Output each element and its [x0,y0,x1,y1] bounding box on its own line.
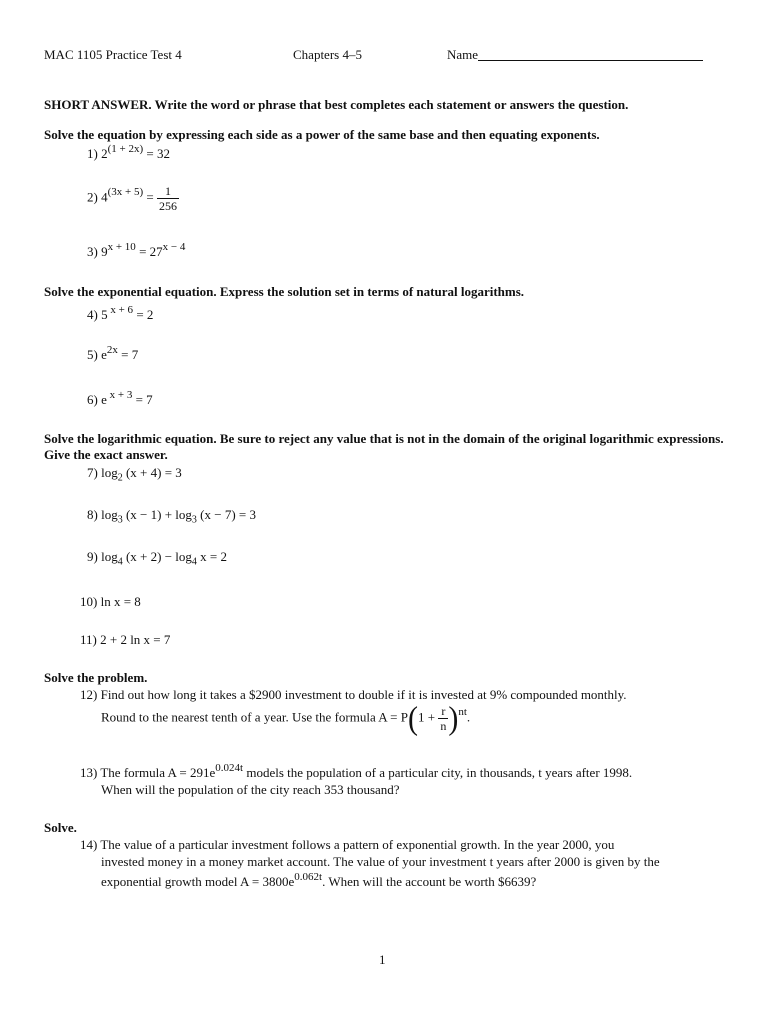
left-paren: ( [408,699,418,737]
section-5-heading: Solve. [44,820,77,835]
question-11: 11) 2 + 2 ln x = 7 [80,632,171,647]
course-title: MAC 1105 Practice Test 4 [44,47,182,62]
section-3-heading: Solve the logarithmic equation. Be sure to reject any value that is not in the domain of the original logarithmic expressions. Give the exact answer. [44,431,724,462]
question-9: 9) $\log_4 (x + 2) - \log_4 x = 2$ [87,549,227,568]
question-14-line-3: exponential growth model $A = 3800e^{0.062t}$. When will the account be worth $6639? [101,870,537,889]
question-8: 8) $\log_3 (x - 1) + \log_3 (x - 7) = 3$ [87,507,256,526]
question-14: 14) The value of a particular investment follows a pattern of exponential growth. In the year 2000, you [80,837,615,852]
question-7: 7) $\log_2 (x + 4) = 3$ [87,465,182,484]
section-4-heading: Solve the problem. [44,670,148,685]
name-blank-line[interactable] [478,47,703,61]
question-2: 2) $4^{(3x + 5)}$ = $\frac{1}{256}$ [87,184,177,213]
fraction: $\frac{1}{256}$ [158,184,177,213]
question-13: 13) The formula $A = 291e^{0.024t}$ models the population of a particular city, in thousands, t years after 1998. [80,761,633,780]
question-12: 12) Find out how long it takes a $2900 investment to double if it is invested at 9% compounded monthly. [80,687,627,702]
instructions: SHORT ANSWER. Write the word or phrase that best completes each statement or answers the question. [44,97,629,112]
question-10: 10) ln x = 8 [80,594,141,609]
section-1-heading: Solve the equation by expressing each side as a power of the same base and then equating exponents. [44,127,600,142]
question-3: 3) $9^{x + 10} = 27^{x - 4}$ [87,240,186,259]
page-number: 1 [379,952,386,967]
question-4: 4) 5 $^{x + 6}$ = 2 [87,303,154,322]
fraction: $\frac{r}{n}$ [440,704,447,733]
question-1: 1) $2^{(1 + 2x)} = 32$ [87,142,170,161]
question-12-line-2: Round to the nearest tenth of a year. Use the formula A = P(1 + $\frac{r}{n}$ )$^{nt}$. [101,699,471,737]
question-13-line-2: When will the population of the city reach 353 thousand? [101,782,400,797]
section-2-heading: Solve the exponential equation. Express the solution set in terms of natural logarithms. [44,284,525,299]
name-label: Name [447,47,479,62]
name-field[interactable] [447,47,703,63]
question-6: 6) e $^{x + 3}$ = 7 [87,388,153,407]
question-5: 5) $e^{2x} = 7$ [87,343,139,362]
chapters-label: Chapters 4–5 [293,47,362,62]
question-14-line-2: invested money in a money market account. The value of your investment t years after 2000 is given by the [101,854,660,869]
right-paren: ) [448,699,459,737]
